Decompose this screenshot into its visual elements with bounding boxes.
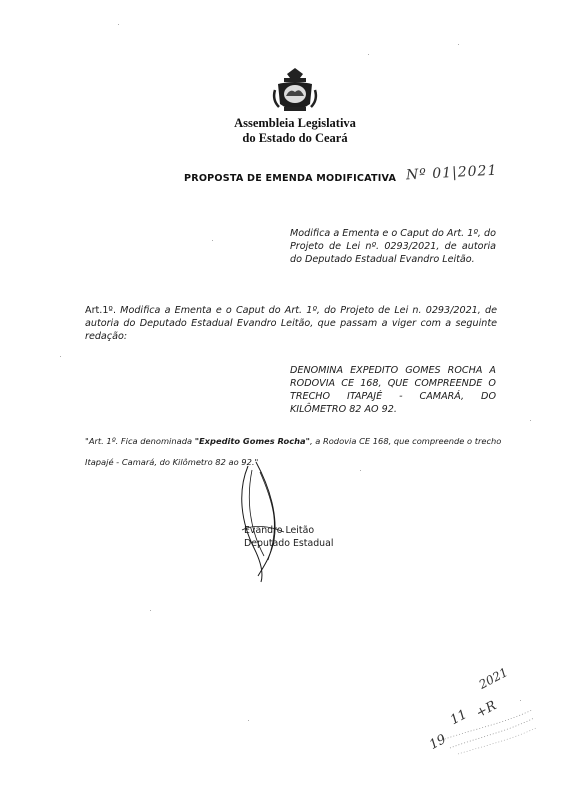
signer-name: Evandro Leitão xyxy=(244,525,315,536)
scan-speck xyxy=(118,24,119,25)
signer-block xyxy=(244,524,333,550)
handwritten-number: Nº 01|2021 xyxy=(405,162,498,184)
new-caput-suffix: , a Rodovia CE 168, que compreende o trecho Itapajé - Camará, do Kilômetro 82 ao 92." xyxy=(85,436,502,467)
ementa-paragraph: Modifica a Ementa e o Caput do Art. 1º, do Projeto de Lei nº. 0293/2021, de autoria do Deputado Estadual Evandro Leitão. xyxy=(290,228,496,265)
scan-speck xyxy=(212,240,213,241)
new-caput-highlight: "Expedito Gomes Rocha" xyxy=(194,436,310,446)
state-seal-icon xyxy=(270,66,320,116)
scan-speck xyxy=(368,54,369,55)
new-caput-paragraph xyxy=(85,431,505,473)
scan-speck xyxy=(458,44,459,45)
scan-speck xyxy=(60,356,61,357)
signer-role: Deputado Estadual xyxy=(244,538,334,549)
article-text: Modifica a Ementa e o Caput do Art. 1º, do Projeto de Lei n. 0293/2021, de autoria do Deputado Estadual Evandro Leitão, que passam a viger com a seguinte redação: xyxy=(85,305,497,342)
article-paragraph xyxy=(85,304,497,343)
receipt-year: 2021 xyxy=(476,665,511,692)
document-title-row xyxy=(184,162,564,195)
institution-line-1: Assembleia Legislativa xyxy=(234,116,356,130)
handwritten-signature xyxy=(234,460,294,585)
scan-speck xyxy=(248,720,249,721)
new-ementa-paragraph: DENOMINA EXPEDITO GOMES ROCHA A RODOVIA CE 168, QUE COMPREENDE O TRECHO ITAPAJÉ - CAMARÁ, DO KILÔMETRO 82 AO 92. xyxy=(290,365,496,415)
institution-line-2: do Estado do Ceará xyxy=(242,131,348,145)
new-caput-prefix: "Art. 1º. Fica denominada xyxy=(85,436,195,446)
receipt-initials: +R xyxy=(473,698,500,722)
scan-speck xyxy=(150,610,151,611)
scan-speck xyxy=(530,420,531,421)
receipt-stamp xyxy=(410,652,540,757)
institution-name xyxy=(200,116,390,146)
receipt-month: 11 xyxy=(447,707,470,729)
document-title: PROPOSTA DE EMENDA MODIFICATIVA xyxy=(184,173,397,184)
receipt-day: 19 xyxy=(427,731,449,753)
article-label: Art.1º. xyxy=(85,305,116,316)
